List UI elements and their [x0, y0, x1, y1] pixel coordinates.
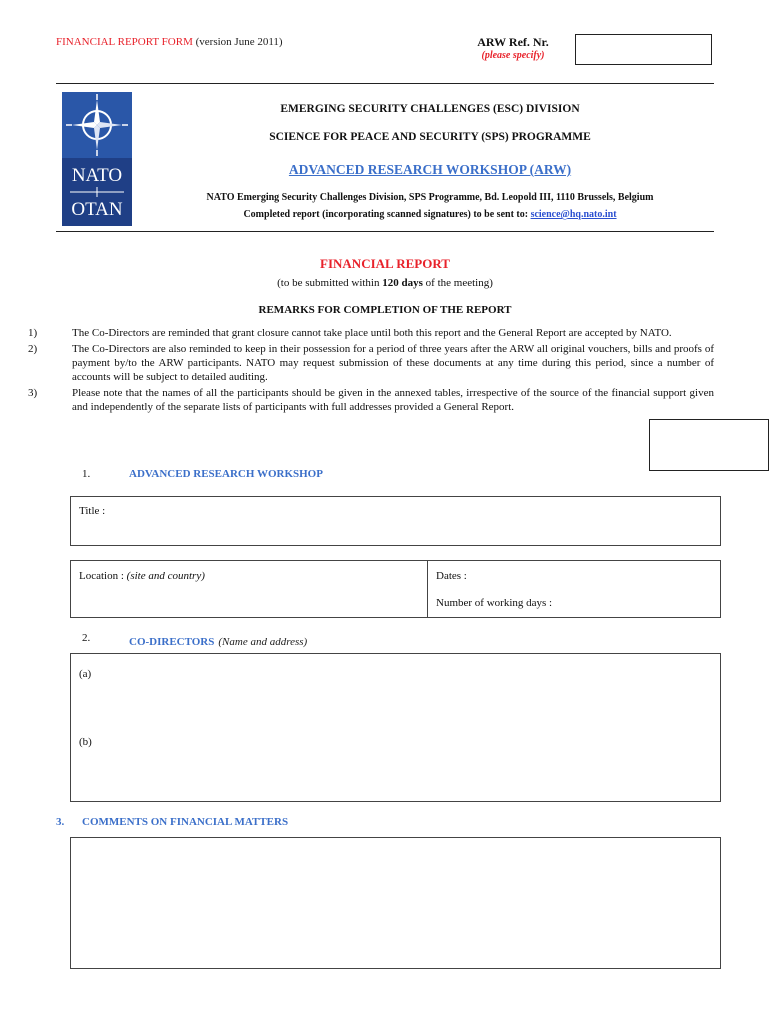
- deadline-days: 120 days: [382, 277, 423, 289]
- comments-field[interactable]: [70, 837, 721, 969]
- ref-hint: (please specify): [481, 50, 545, 61]
- location-dates-table: [70, 560, 721, 618]
- list-item: 3) Please note that the names of all the participants should be given in the annexed tables, irrespective of the source of the financial support given and independently of the separate lists of participants with full addresses provided a General Report.: [28, 387, 714, 413]
- co-director-a-label: (a): [79, 668, 92, 680]
- co-directors-field[interactable]: [70, 653, 721, 802]
- section2-hint: (Name and address): [218, 636, 308, 648]
- workshop-heading: ADVANCED RESEARCH WORKSHOP (ARW): [288, 162, 572, 177]
- working-days-label: Number of working days :: [436, 597, 553, 609]
- section3-number: 3.: [56, 816, 65, 828]
- location-label: Location : (site and country): [79, 570, 205, 582]
- top-divider: [56, 83, 714, 84]
- list-item: 1) The Co-Directors are reminded that grant closure cannot take place until both this report and the General Report are accepted by NATO.: [28, 327, 672, 339]
- title-field[interactable]: [70, 496, 721, 546]
- ref-number-field[interactable]: [575, 34, 712, 65]
- send-to-text: Completed report (incorporating scanned signatures) to be sent to:: [243, 209, 529, 220]
- location-field[interactable]: [70, 560, 428, 618]
- section1-number: 1.: [82, 468, 91, 480]
- section1-title: ADVANCED RESEARCH WORKSHOP: [129, 468, 323, 480]
- nato-emblem-icon: [62, 92, 132, 226]
- nato-logo: [62, 92, 132, 226]
- section2-heading: [129, 632, 307, 650]
- form-version: (version June 2011): [195, 36, 283, 48]
- section2-number: 2.: [82, 632, 91, 644]
- address-line: NATO Emerging Security Challenges Division, SPS Programme, Bd. Leopold III, 1110 Brussels, Belgium: [206, 192, 654, 203]
- form-name: FINANCIAL REPORT FORM: [56, 36, 193, 48]
- report-subtitle: (to be submitted within 120 days of the meeting): [277, 277, 493, 289]
- division-heading: EMERGING SECURITY CHALLENGES (ESC) DIVISION: [280, 103, 580, 115]
- overlay-box: [649, 419, 769, 471]
- co-director-b-label: (b): [79, 736, 92, 748]
- remarks-title: REMARKS FOR COMPLETION OF THE REPORT: [258, 304, 512, 316]
- email-link[interactable]: science@hq.nato.int: [530, 209, 617, 220]
- form-header: [56, 36, 283, 48]
- programme-heading: SCIENCE FOR PEACE AND SECURITY (SPS) PROGRAMME: [269, 131, 591, 143]
- dates-label: Dates :: [436, 570, 467, 582]
- title-label: Title :: [79, 505, 106, 517]
- section2-title: CO-DIRECTORS: [129, 636, 215, 648]
- list-item: 2) The Co-Directors are also reminded to keep in their possession for a period of three years after the ARW all original vouchers, bills and proofs of payment by/to the ARW participants. NATO may request submission of these documents at any time during this period, since a number of accounts will be subject to detailed auditing.: [28, 343, 714, 383]
- svg-text:NATO: NATO: [71, 165, 123, 186]
- remarks-list: [28, 326, 714, 416]
- send-to-line: [150, 209, 710, 220]
- ref-label: ARW Ref. Nr.: [477, 35, 549, 49]
- report-title: FINANCIAL REPORT: [320, 256, 450, 271]
- svg-text:OTAN: OTAN: [71, 199, 123, 220]
- heading-divider: [56, 231, 714, 232]
- section3-title: COMMENTS ON FINANCIAL MATTERS: [82, 816, 289, 828]
